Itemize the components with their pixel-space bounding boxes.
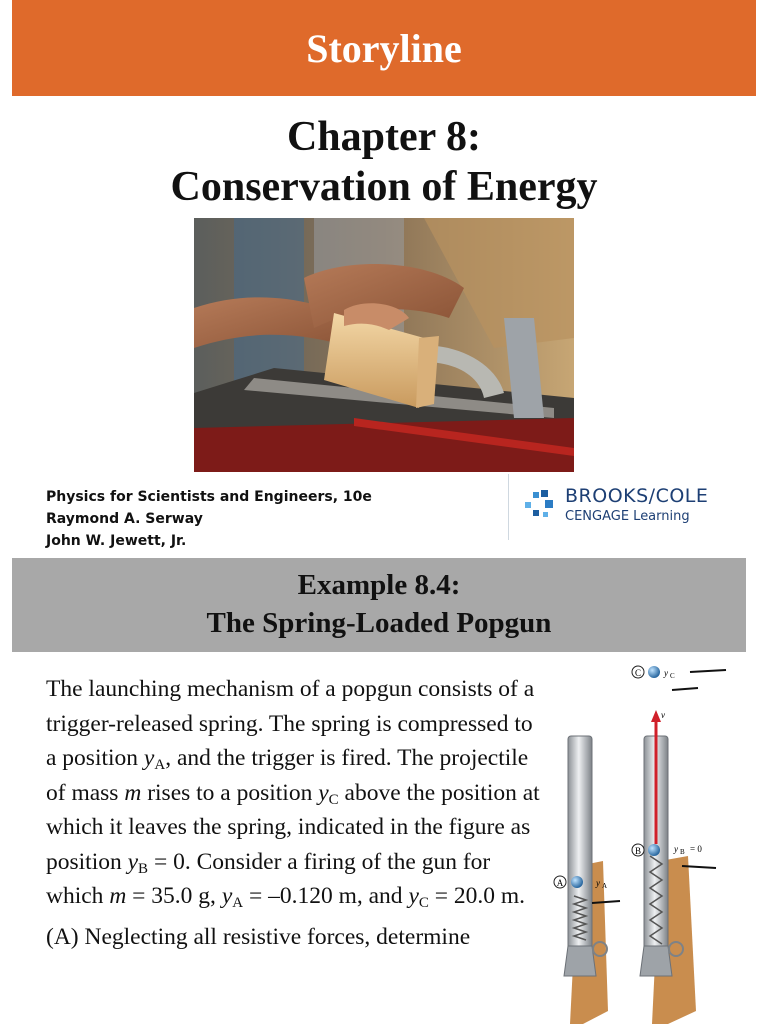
label-c: C	[634, 668, 642, 678]
popgun-figure	[548, 656, 760, 1024]
text-run: rises to a position	[141, 779, 319, 806]
y-c-tick	[672, 688, 698, 690]
cover-photo-table-saw	[194, 218, 574, 472]
y-a-sub: A	[602, 882, 608, 890]
chapter-number: Chapter 8:	[286, 114, 482, 160]
example-banner	[12, 558, 746, 652]
text-run: = 20.0 m.	[428, 883, 526, 909]
barrel-left	[568, 736, 592, 956]
storyline-banner	[12, 0, 756, 96]
text-run: The launching mechanism of a popgun consists of a trigger-released spring. The spring is compressed to a position	[46, 676, 535, 771]
text-run: = 0. Consider a firing of the gun for which	[46, 848, 491, 909]
y-c-label: y	[664, 668, 668, 678]
subscript-c: C	[328, 791, 339, 808]
subscript-c: C	[418, 895, 429, 911]
cengage-mark-icon	[519, 484, 563, 528]
subscript-b: B	[138, 860, 149, 877]
var-m: m	[124, 779, 142, 806]
var-y: y	[221, 883, 233, 909]
publisher-logo	[508, 474, 719, 540]
book-author-1: Raymond A. Serway	[46, 511, 203, 527]
text-run: above the position at which it leaves the spring, indicated in the figure as position	[46, 779, 540, 875]
var-m: m	[109, 883, 127, 909]
problem-paragraph	[46, 672, 546, 914]
book-title: Physics for Scientists and Engineers, 10e	[46, 489, 372, 505]
var-y: y	[408, 883, 419, 909]
velocity-arrowhead	[651, 710, 661, 722]
table-saw-image	[194, 218, 574, 472]
text-run: = 35.0 g,	[126, 883, 222, 909]
label-a: A	[556, 878, 564, 888]
subscript-a: A	[154, 757, 166, 773]
gun-body-right	[640, 946, 672, 976]
velocity-label: v	[661, 710, 665, 720]
y-b-label: y	[674, 844, 678, 854]
example-number: Example 8.4:	[297, 569, 461, 601]
y-b-equals: = 0	[690, 844, 702, 854]
book-author-2: John W. Jewett, Jr.	[46, 533, 187, 549]
example-title: The Spring-Loaded Popgun	[206, 607, 552, 639]
banner-title: Storyline	[306, 25, 462, 71]
publisher-subbrand: CENGAGE Learning	[565, 509, 690, 524]
chapter-name: Conservation of Energy	[170, 164, 598, 210]
book-info	[46, 486, 372, 552]
label-b: B	[634, 846, 642, 856]
y-c-sub: C	[670, 672, 675, 680]
text-run: = –0.120 m, and	[243, 883, 409, 909]
text-run: , and the trigger is fired. The projectile of mass	[46, 745, 529, 806]
var-y: y	[318, 779, 329, 806]
projectile-a	[571, 876, 583, 888]
problem-part-a: (A) Neglecting all resistive forces, determine	[46, 923, 471, 950]
var-y: y	[143, 745, 155, 771]
publisher-brand: BROOKS/COLE	[565, 485, 709, 507]
chapter-title	[0, 112, 768, 212]
y-c-marker	[690, 670, 726, 672]
y-a-label: y	[596, 878, 600, 888]
projectile-c	[648, 666, 660, 678]
subscript-a: A	[232, 895, 244, 911]
problem-statement	[46, 672, 546, 960]
popgun-diagram	[548, 656, 760, 1024]
projectile-b	[648, 844, 660, 856]
y-b-sub: B	[680, 848, 685, 856]
var-y: y	[127, 848, 139, 875]
gun-body-left	[564, 946, 596, 976]
